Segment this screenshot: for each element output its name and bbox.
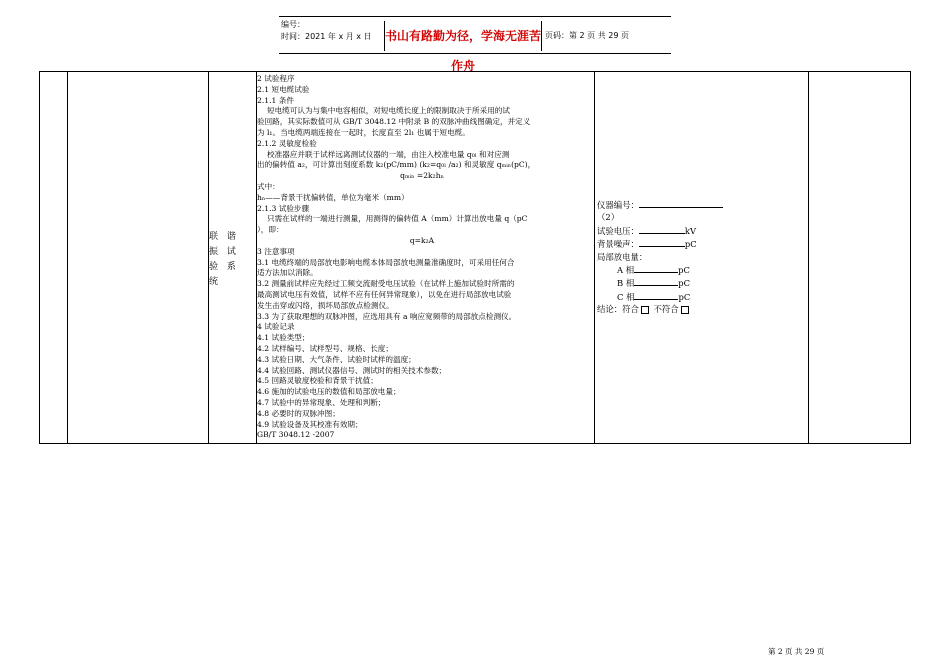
- procedure-line: GB/T 3048.12 -2007: [257, 430, 335, 440]
- test-voltage-field[interactable]: [639, 224, 685, 234]
- procedure-line: 3.2 测量前试样应先经过工频交流耐受电压试验（在试样上施加试验时所需的: [257, 279, 515, 289]
- procedure-line: 最高测试电压有效值，试样不应有任何异常现象），以免在进行局部放电试验: [257, 289, 512, 299]
- conform-checkbox[interactable]: [641, 306, 649, 314]
- phase-b-field[interactable]: [634, 276, 678, 286]
- procedure-line: 4 试验记录: [257, 322, 295, 332]
- procedure-line: 式中：: [257, 181, 280, 191]
- column-divider: [67, 72, 68, 443]
- procedure-line: 只需在试样的一端进行测量，用测得的偏转值 A（mm）计算出放电量 q（pC: [267, 214, 528, 224]
- procedure-line: 3.3 为了获取理想的双脉冲图，应选用具有 a 响应宽频带的局部放点检测仪。: [257, 311, 517, 321]
- phase-c-field[interactable]: [634, 290, 678, 300]
- date-label: 时间：2021 年 x 月 x 日: [281, 32, 372, 41]
- test-record-form: [597, 198, 747, 316]
- procedure-line: q=k₂A: [409, 235, 435, 245]
- procedure-line: 发生击穿或闪络，损坏局部放点检测仪。: [257, 300, 394, 310]
- test-voltage-unit: kV: [684, 225, 696, 236]
- instrument-number-label: 仪器编号：: [597, 200, 639, 210]
- column-divider: [594, 72, 595, 443]
- procedure-line: 4.1 试验类型；: [257, 333, 310, 343]
- phase-c-unit: pC: [678, 291, 691, 302]
- header-motto: 书山有路勤为径，学海无涯苦作舟: [384, 21, 542, 51]
- procedure-line: 2.1.2 灵敏度检验: [257, 138, 317, 148]
- procedure-line: 3.1 电缆终端的局部放电影响电缆本体局部放电测量准确度时，可采用任何合: [257, 257, 515, 267]
- instrument-number-row: [597, 198, 747, 211]
- phase-c-label: C 相: [617, 291, 635, 302]
- procedure-line: 验回路，其实际数值可从 GB/T 3048.12 中附录 B 的双脉冲曲线图确定，并定义: [257, 117, 531, 127]
- procedure-line: 4.3 试验日期、大气条件、试验时试样的温度；: [257, 354, 416, 364]
- phase-b-unit: pC: [678, 278, 690, 289]
- not-conform-label: 不符合: [653, 304, 679, 315]
- item-number: （2）: [597, 212, 620, 223]
- procedure-table: [39, 71, 911, 444]
- background-noise-unit: pC: [684, 239, 697, 250]
- header-left: [281, 19, 372, 43]
- procedure-line: hₙ——背景干扰偏转值，单位为毫米（mm）: [257, 192, 409, 202]
- page-footer: 第 2 页 共 29 页: [768, 647, 825, 656]
- page-header: [279, 16, 671, 73]
- procedure-line: 适方法加以消除。: [257, 268, 318, 278]
- instrument-number-field[interactable]: [639, 198, 723, 208]
- procedure-line: 出的偏转值 a₂，可计算出刻度系数 k₂(pC/mm) (k₂=q₀ₗ /a₂) 和灵敏度 qₘᵢₙ(pC)，: [257, 160, 536, 170]
- test-voltage-row: [597, 224, 747, 237]
- conclusion-row: [597, 303, 747, 315]
- procedure-text: [257, 74, 587, 441]
- procedure-line: 2 试验程序: [257, 74, 295, 83]
- not-conform-checkbox[interactable]: [681, 306, 689, 314]
- procedure-line: 校准器应并联于试样远离测试仪器的一端，由注入校准电量 q₀ₗ 和对应测: [267, 149, 510, 159]
- partial-discharge-label: 局部放电量：: [597, 251, 648, 262]
- procedure-line: 4.4 试验回路、测试仪器信号、测试时的相关技术参数；: [257, 365, 447, 375]
- code-label: 编号：: [281, 20, 305, 29]
- phase-a-field[interactable]: [634, 263, 678, 273]
- procedure-line: 4.7 试验中的异常现象、处理和判断；: [257, 397, 386, 407]
- procedure-line: 短电缆可认为与集中电容相似，对短电缆长度上的限制取决于所采用的试: [267, 106, 510, 116]
- procedure-line: ），即：: [257, 225, 284, 235]
- phase-b-row: [597, 276, 747, 289]
- background-noise-field[interactable]: [639, 237, 685, 247]
- header-page-info: 页码：第 2 页 共 29 页: [545, 31, 629, 40]
- column-divider: [808, 72, 809, 443]
- procedure-line: 2.1.3 试验步骤: [257, 203, 310, 213]
- phase-a-unit: pC: [678, 265, 690, 276]
- test-voltage-label: 试验电压：: [597, 225, 639, 236]
- procedure-line: 4.2 试样编号、试样型号、规格、长度；: [257, 343, 393, 353]
- phase-b-label: B 相: [617, 278, 635, 289]
- procedure-line: 3 注意事项: [257, 246, 295, 256]
- procedure-line: 2.1 短电缆试验: [257, 84, 310, 94]
- phase-a-row: [597, 263, 747, 276]
- procedure-line: 4.8 必要时的双脉冲图；: [257, 408, 340, 418]
- background-noise-label: 背景噪声：: [597, 239, 639, 250]
- procedure-line: 为 l₁。当电缆两端连接在一起时，长度直至 2l₁ 也属于短电缆。: [257, 127, 470, 137]
- procedure-line: qₘᵢₙ =2k₂hₙ: [400, 171, 444, 181]
- procedure-line: 4.9 试验设备及其校准有效期；: [257, 419, 363, 429]
- background-noise-row: [597, 237, 747, 250]
- test-system-label: 联 谐 振 试 验 系 统: [209, 232, 239, 287]
- procedure-line: 4.5 回路灵敏度校验和背景干扰值；: [257, 376, 378, 386]
- procedure-line: 2.1.1 条件: [257, 95, 294, 105]
- conclusion-label: 结论：符合: [597, 304, 639, 315]
- phase-c-row: [597, 290, 747, 303]
- procedure-line: 4.6 施加的试验电压的数值和局部放电量；: [257, 387, 401, 397]
- phase-a-label: A 相: [617, 265, 635, 276]
